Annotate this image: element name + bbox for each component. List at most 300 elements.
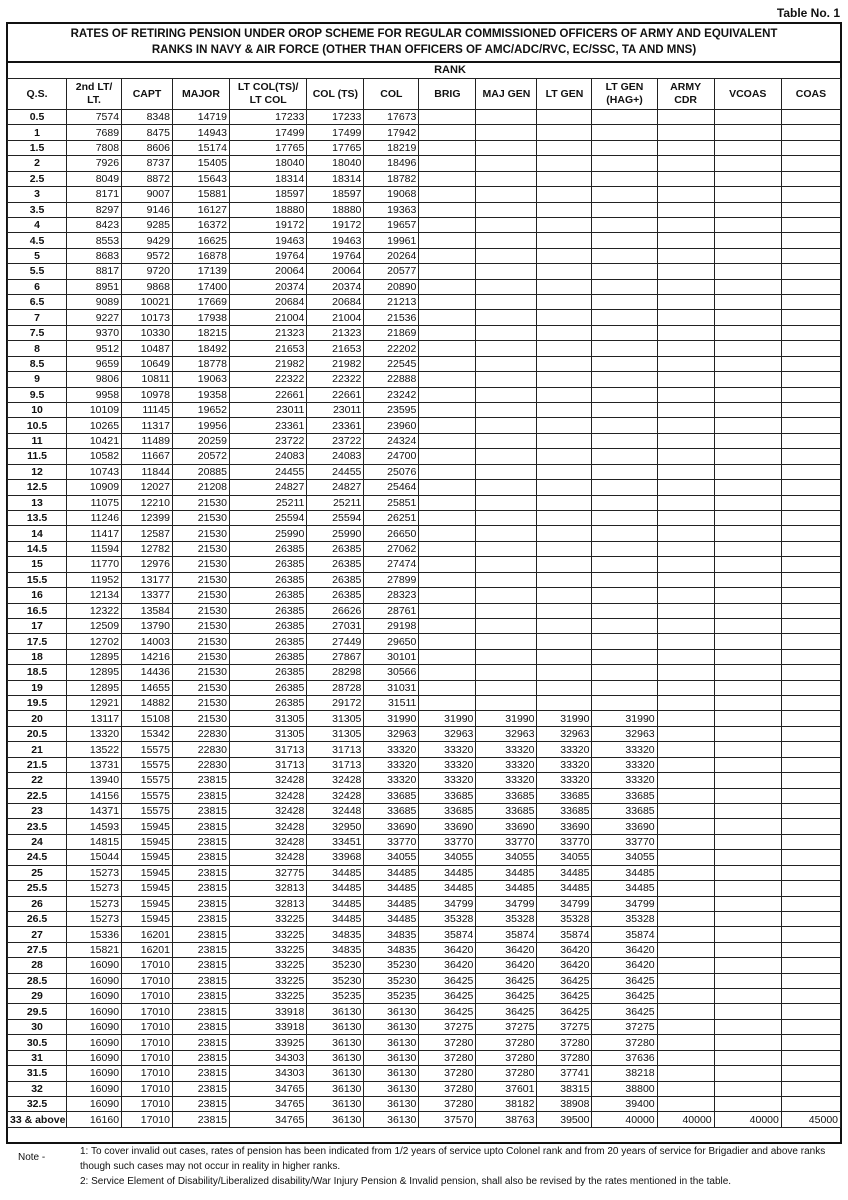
rate-cell: 23815 bbox=[172, 881, 229, 896]
rate-cell: 36425 bbox=[537, 973, 592, 988]
qs-cell: 4 bbox=[8, 217, 67, 232]
rate-cell: 32428 bbox=[229, 819, 306, 834]
rate-cell bbox=[714, 942, 781, 957]
rate-cell: 15575 bbox=[122, 803, 173, 818]
rate-cell bbox=[714, 1035, 781, 1050]
rate-cell: 33320 bbox=[364, 757, 419, 772]
rate-cell: 32963 bbox=[537, 726, 592, 741]
rate-cell: 28728 bbox=[307, 680, 364, 695]
rate-cell bbox=[592, 233, 657, 248]
rate-cell bbox=[714, 896, 781, 911]
rate-cell bbox=[781, 557, 840, 572]
rate-cell: 27062 bbox=[364, 541, 419, 556]
rate-cell bbox=[781, 372, 840, 387]
rate-cell bbox=[781, 541, 840, 556]
rate-cell bbox=[537, 187, 592, 202]
rate-cell bbox=[419, 325, 476, 340]
rate-cell: 35235 bbox=[307, 989, 364, 1004]
column-header-line: Q.S. bbox=[26, 87, 48, 100]
rate-cell bbox=[592, 433, 657, 448]
rate-cell: 34485 bbox=[592, 881, 657, 896]
rate-cell: 23815 bbox=[172, 788, 229, 803]
pension-rates-table bbox=[7, 78, 841, 1128]
rate-cell bbox=[781, 665, 840, 680]
rate-cell: 22830 bbox=[172, 742, 229, 757]
qs-cell: 30 bbox=[8, 1019, 67, 1034]
rate-cell: 12782 bbox=[122, 541, 173, 556]
rate-cell bbox=[419, 279, 476, 294]
rate-cell: 33685 bbox=[419, 788, 476, 803]
qs-cell: 19.5 bbox=[8, 696, 67, 711]
rate-cell bbox=[476, 510, 537, 525]
qs-cell: 13 bbox=[8, 495, 67, 510]
rate-cell: 21530 bbox=[172, 510, 229, 525]
header-row bbox=[8, 79, 841, 110]
rate-cell bbox=[592, 310, 657, 325]
table-row bbox=[8, 680, 841, 695]
rate-cell bbox=[537, 387, 592, 402]
rate-cell bbox=[657, 911, 714, 926]
rate-cell: 25076 bbox=[364, 464, 419, 479]
rate-cell: 10330 bbox=[122, 325, 173, 340]
rate-cell: 9958 bbox=[67, 387, 122, 402]
table-row bbox=[8, 510, 841, 525]
rate-cell: 37280 bbox=[476, 1066, 537, 1081]
rate-cell: 17010 bbox=[122, 1050, 173, 1065]
table-row bbox=[8, 927, 841, 942]
rate-cell: 17010 bbox=[122, 1035, 173, 1050]
qs-cell: 13.5 bbox=[8, 510, 67, 525]
rate-cell bbox=[419, 295, 476, 310]
rate-cell bbox=[476, 418, 537, 433]
rate-cell: 19363 bbox=[364, 202, 419, 217]
rate-cell: 26385 bbox=[229, 588, 306, 603]
rate-cell: 20064 bbox=[307, 264, 364, 279]
rate-cell: 32428 bbox=[229, 803, 306, 818]
rate-cell: 12027 bbox=[122, 480, 173, 495]
column-header-line: (HAG+) bbox=[606, 94, 643, 106]
table-row bbox=[8, 310, 841, 325]
rate-cell: 17010 bbox=[122, 1081, 173, 1096]
rate-cell: 23815 bbox=[172, 1097, 229, 1112]
rate-cell bbox=[781, 989, 840, 1004]
rate-cell bbox=[781, 742, 840, 757]
column-header bbox=[657, 79, 714, 110]
column-header bbox=[67, 79, 122, 110]
table-title bbox=[8, 26, 840, 58]
rate-cell: 36130 bbox=[364, 1081, 419, 1096]
rate-cell bbox=[781, 187, 840, 202]
table-row bbox=[8, 125, 841, 140]
rate-cell bbox=[537, 649, 592, 664]
rate-cell: 36130 bbox=[307, 1019, 364, 1034]
qs-cell: 4.5 bbox=[8, 233, 67, 248]
rate-cell bbox=[781, 1019, 840, 1034]
rate-cell: 26385 bbox=[307, 541, 364, 556]
rate-cell: 11489 bbox=[122, 433, 173, 448]
rate-cell bbox=[592, 125, 657, 140]
rate-cell: 14436 bbox=[122, 665, 173, 680]
rate-cell bbox=[714, 1066, 781, 1081]
rate-cell: 8475 bbox=[122, 125, 173, 140]
rate-cell: 23815 bbox=[172, 803, 229, 818]
rate-cell: 36425 bbox=[592, 1004, 657, 1019]
rate-cell: 25594 bbox=[229, 510, 306, 525]
rate-cell: 8951 bbox=[67, 279, 122, 294]
rate-cell bbox=[781, 1066, 840, 1081]
table-row bbox=[8, 1097, 841, 1112]
rate-cell bbox=[537, 464, 592, 479]
rate-cell: 29198 bbox=[364, 618, 419, 633]
rate-cell: 14719 bbox=[172, 110, 229, 125]
rate-cell: 36130 bbox=[307, 1097, 364, 1112]
rate-cell bbox=[592, 403, 657, 418]
rate-cell bbox=[781, 403, 840, 418]
rate-cell bbox=[419, 310, 476, 325]
rate-cell: 31305 bbox=[229, 726, 306, 741]
rate-cell: 32428 bbox=[229, 788, 306, 803]
rate-cell bbox=[592, 325, 657, 340]
rate-cell bbox=[592, 418, 657, 433]
rate-cell: 33770 bbox=[476, 834, 537, 849]
rate-cell: 23960 bbox=[364, 418, 419, 433]
column-header bbox=[781, 79, 840, 110]
rate-cell: 34485 bbox=[592, 865, 657, 880]
rate-cell bbox=[419, 264, 476, 279]
rate-cell bbox=[657, 217, 714, 232]
rate-cell: 40000 bbox=[714, 1112, 781, 1127]
rate-cell: 33225 bbox=[229, 927, 306, 942]
rate-cell: 23815 bbox=[172, 927, 229, 942]
rate-cell: 19764 bbox=[229, 248, 306, 263]
rate-cell: 37275 bbox=[419, 1019, 476, 1034]
rate-cell: 31713 bbox=[307, 757, 364, 772]
rate-cell: 12702 bbox=[67, 634, 122, 649]
rate-cell bbox=[714, 433, 781, 448]
rate-cell: 35874 bbox=[537, 927, 592, 942]
rate-cell: 8553 bbox=[67, 233, 122, 248]
rate-cell: 33968 bbox=[307, 850, 364, 865]
rate-cell: 34835 bbox=[364, 927, 419, 942]
rate-cell bbox=[419, 125, 476, 140]
rate-cell: 33320 bbox=[537, 773, 592, 788]
rate-cell: 30566 bbox=[364, 665, 419, 680]
rate-cell: 19652 bbox=[172, 403, 229, 418]
rate-cell bbox=[714, 958, 781, 973]
rate-cell: 15405 bbox=[172, 156, 229, 171]
rate-cell bbox=[657, 403, 714, 418]
column-header-line: ARMY bbox=[670, 81, 702, 93]
table-row bbox=[8, 171, 841, 186]
rate-cell bbox=[419, 110, 476, 125]
rate-cell: 23815 bbox=[172, 1004, 229, 1019]
rate-cell bbox=[476, 387, 537, 402]
rate-cell: 36130 bbox=[364, 1050, 419, 1065]
rate-cell bbox=[714, 510, 781, 525]
column-header-line: CAPT bbox=[132, 87, 162, 100]
rate-cell: 36425 bbox=[537, 989, 592, 1004]
qs-cell: 6.5 bbox=[8, 295, 67, 310]
rate-cell: 34485 bbox=[364, 911, 419, 926]
rate-cell: 33320 bbox=[419, 742, 476, 757]
rate-cell: 12322 bbox=[67, 603, 122, 618]
rate-cell: 15945 bbox=[122, 834, 173, 849]
rate-cell: 23242 bbox=[364, 387, 419, 402]
rate-cell: 33770 bbox=[419, 834, 476, 849]
rate-cell: 33320 bbox=[476, 742, 537, 757]
qs-cell: 9.5 bbox=[8, 387, 67, 402]
rate-cell: 15821 bbox=[67, 942, 122, 957]
rate-cell bbox=[419, 526, 476, 541]
rate-cell: 8817 bbox=[67, 264, 122, 279]
column-header bbox=[364, 79, 419, 110]
rate-cell: 11770 bbox=[67, 557, 122, 572]
rate-cell: 36425 bbox=[537, 1004, 592, 1019]
rate-cell: 33685 bbox=[476, 803, 537, 818]
rate-cell: 26385 bbox=[229, 541, 306, 556]
rate-cell bbox=[592, 603, 657, 618]
rate-cell bbox=[476, 233, 537, 248]
rate-cell: 36130 bbox=[307, 1112, 364, 1127]
table-row bbox=[8, 433, 841, 448]
rate-cell bbox=[419, 449, 476, 464]
rate-cell: 21004 bbox=[307, 310, 364, 325]
rate-cell: 31713 bbox=[307, 742, 364, 757]
rate-cell: 12921 bbox=[67, 696, 122, 711]
rate-cell bbox=[476, 495, 537, 510]
rate-cell: 10265 bbox=[67, 418, 122, 433]
rate-cell bbox=[657, 171, 714, 186]
rate-cell bbox=[592, 171, 657, 186]
rate-cell bbox=[537, 433, 592, 448]
rate-cell: 32428 bbox=[307, 788, 364, 803]
rate-cell bbox=[537, 233, 592, 248]
rate-cell: 37280 bbox=[419, 1050, 476, 1065]
rate-cell bbox=[476, 156, 537, 171]
table-row bbox=[8, 217, 841, 232]
rate-cell: 26650 bbox=[364, 526, 419, 541]
rate-cell: 12210 bbox=[122, 495, 173, 510]
table-row bbox=[8, 973, 841, 988]
rate-cell: 21530 bbox=[172, 711, 229, 726]
qs-cell: 17 bbox=[8, 618, 67, 633]
rate-cell bbox=[781, 649, 840, 664]
rate-cell: 19172 bbox=[229, 217, 306, 232]
rate-cell: 37636 bbox=[592, 1050, 657, 1065]
table-row bbox=[8, 850, 841, 865]
table-row bbox=[8, 958, 841, 973]
rate-cell bbox=[714, 680, 781, 695]
table-row bbox=[8, 279, 841, 294]
rate-cell bbox=[714, 449, 781, 464]
rate-cell bbox=[592, 140, 657, 155]
qs-cell: 2 bbox=[8, 156, 67, 171]
rate-cell bbox=[657, 341, 714, 356]
rate-cell: 34485 bbox=[307, 911, 364, 926]
table-row bbox=[8, 634, 841, 649]
rate-cell: 37280 bbox=[476, 1050, 537, 1065]
rate-cell: 36425 bbox=[592, 973, 657, 988]
table-row bbox=[8, 881, 841, 896]
rate-cell bbox=[657, 526, 714, 541]
qs-cell: 2.5 bbox=[8, 171, 67, 186]
rate-cell: 21653 bbox=[307, 341, 364, 356]
rate-cell bbox=[419, 341, 476, 356]
rate-cell: 31713 bbox=[229, 742, 306, 757]
rate-cell: 39400 bbox=[592, 1097, 657, 1112]
rate-cell bbox=[419, 202, 476, 217]
rate-cell bbox=[592, 510, 657, 525]
rate-cell: 23815 bbox=[172, 1050, 229, 1065]
table-row bbox=[8, 557, 841, 572]
rate-cell bbox=[476, 649, 537, 664]
rate-cell: 32963 bbox=[364, 726, 419, 741]
rate-cell: 35328 bbox=[592, 911, 657, 926]
rate-cell: 14882 bbox=[122, 696, 173, 711]
rate-cell: 24827 bbox=[307, 480, 364, 495]
rate-cell bbox=[537, 510, 592, 525]
table-row bbox=[8, 110, 841, 125]
rate-cell bbox=[781, 942, 840, 957]
column-header-line: VCOAS bbox=[729, 87, 767, 100]
rate-cell bbox=[714, 788, 781, 803]
rate-cell: 37275 bbox=[537, 1019, 592, 1034]
rate-cell: 27867 bbox=[307, 649, 364, 664]
qs-cell: 12 bbox=[8, 464, 67, 479]
rate-cell: 21530 bbox=[172, 495, 229, 510]
rate-cell bbox=[419, 233, 476, 248]
rate-cell bbox=[592, 341, 657, 356]
rate-cell: 7926 bbox=[67, 156, 122, 171]
rate-cell bbox=[537, 588, 592, 603]
rate-cell: 35328 bbox=[537, 911, 592, 926]
rate-cell: 37280 bbox=[419, 1081, 476, 1096]
rate-cell: 33225 bbox=[229, 958, 306, 973]
rate-cell bbox=[592, 464, 657, 479]
rate-cell bbox=[592, 572, 657, 587]
qs-cell: 25 bbox=[8, 865, 67, 880]
rate-cell: 11317 bbox=[122, 418, 173, 433]
rate-cell: 9007 bbox=[122, 187, 173, 202]
rate-cell: 37280 bbox=[419, 1035, 476, 1050]
rate-cell: 8683 bbox=[67, 248, 122, 263]
rate-cell bbox=[714, 356, 781, 371]
rate-cell: 20374 bbox=[229, 279, 306, 294]
column-header-line: COL (TS) bbox=[312, 87, 359, 100]
rate-cell bbox=[781, 125, 840, 140]
rate-cell: 36420 bbox=[592, 942, 657, 957]
rate-cell bbox=[476, 310, 537, 325]
rate-cell: 33320 bbox=[364, 773, 419, 788]
rate-cell: 26385 bbox=[307, 557, 364, 572]
rate-cell: 33225 bbox=[229, 942, 306, 957]
rate-cell: 32963 bbox=[592, 726, 657, 741]
table-row bbox=[8, 726, 841, 741]
rate-cell: 16090 bbox=[67, 1081, 122, 1096]
rate-cell bbox=[781, 341, 840, 356]
rate-cell: 36420 bbox=[476, 942, 537, 957]
title-divider bbox=[6, 61, 842, 63]
rate-cell: 34485 bbox=[476, 881, 537, 896]
rate-cell bbox=[714, 865, 781, 880]
rate-cell: 33685 bbox=[476, 788, 537, 803]
rate-cell: 23011 bbox=[307, 403, 364, 418]
rate-cell: 18314 bbox=[229, 171, 306, 186]
rate-cell: 15174 bbox=[172, 140, 229, 155]
rate-cell: 10743 bbox=[67, 464, 122, 479]
rate-cell: 34485 bbox=[307, 865, 364, 880]
rate-cell: 25594 bbox=[307, 510, 364, 525]
note-2: 2: Service Element of Disability/Liberalized disability/War Injury Pension & Invalid pension, shall also be revised by the rates mentioned in the table. bbox=[80, 1176, 732, 1187]
rate-cell bbox=[657, 110, 714, 125]
rate-cell: 36130 bbox=[364, 1112, 419, 1127]
rate-cell: 21530 bbox=[172, 603, 229, 618]
table-row bbox=[8, 696, 841, 711]
rate-cell: 26385 bbox=[229, 696, 306, 711]
rate-cell: 32428 bbox=[229, 850, 306, 865]
rate-cell bbox=[781, 834, 840, 849]
rate-cell: 23815 bbox=[172, 865, 229, 880]
qs-cell: 3 bbox=[8, 187, 67, 202]
rate-cell: 14655 bbox=[122, 680, 173, 695]
rate-cell: 10978 bbox=[122, 387, 173, 402]
rate-cell bbox=[537, 217, 592, 232]
rate-cell: 8423 bbox=[67, 217, 122, 232]
rate-cell bbox=[419, 696, 476, 711]
rate-cell bbox=[781, 1050, 840, 1065]
rate-cell bbox=[537, 665, 592, 680]
rate-cell: 28298 bbox=[307, 665, 364, 680]
rate-cell: 32813 bbox=[229, 881, 306, 896]
rate-cell: 34303 bbox=[229, 1050, 306, 1065]
rate-cell: 20890 bbox=[364, 279, 419, 294]
rate-cell: 21982 bbox=[229, 356, 306, 371]
rate-cell: 34055 bbox=[364, 850, 419, 865]
qs-cell: 15 bbox=[8, 557, 67, 572]
rate-cell: 20684 bbox=[229, 295, 306, 310]
rate-cell: 18040 bbox=[229, 156, 306, 171]
qs-cell: 10.5 bbox=[8, 418, 67, 433]
rate-cell bbox=[657, 464, 714, 479]
rate-cell bbox=[476, 372, 537, 387]
qs-cell: 23.5 bbox=[8, 819, 67, 834]
rate-cell bbox=[592, 557, 657, 572]
rate-cell bbox=[714, 387, 781, 402]
rate-cell bbox=[537, 480, 592, 495]
rate-cell: 21530 bbox=[172, 572, 229, 587]
rate-cell bbox=[476, 557, 537, 572]
table-body bbox=[8, 110, 841, 1128]
rate-cell: 38218 bbox=[592, 1066, 657, 1081]
rate-cell bbox=[714, 1004, 781, 1019]
rate-cell bbox=[419, 680, 476, 695]
rate-cell: 33320 bbox=[364, 742, 419, 757]
rate-cell: 17765 bbox=[307, 140, 364, 155]
rate-cell bbox=[657, 588, 714, 603]
rate-cell bbox=[592, 480, 657, 495]
rate-cell bbox=[781, 264, 840, 279]
qs-cell: 27 bbox=[8, 927, 67, 942]
rate-cell bbox=[714, 310, 781, 325]
rate-cell: 26385 bbox=[229, 649, 306, 664]
rate-cell: 33690 bbox=[592, 819, 657, 834]
rate-cell: 14371 bbox=[67, 803, 122, 818]
table-row bbox=[8, 495, 841, 510]
rate-cell: 13117 bbox=[67, 711, 122, 726]
rate-cell: 36130 bbox=[307, 1081, 364, 1096]
rate-cell: 18492 bbox=[172, 341, 229, 356]
rate-cell: 25211 bbox=[229, 495, 306, 510]
